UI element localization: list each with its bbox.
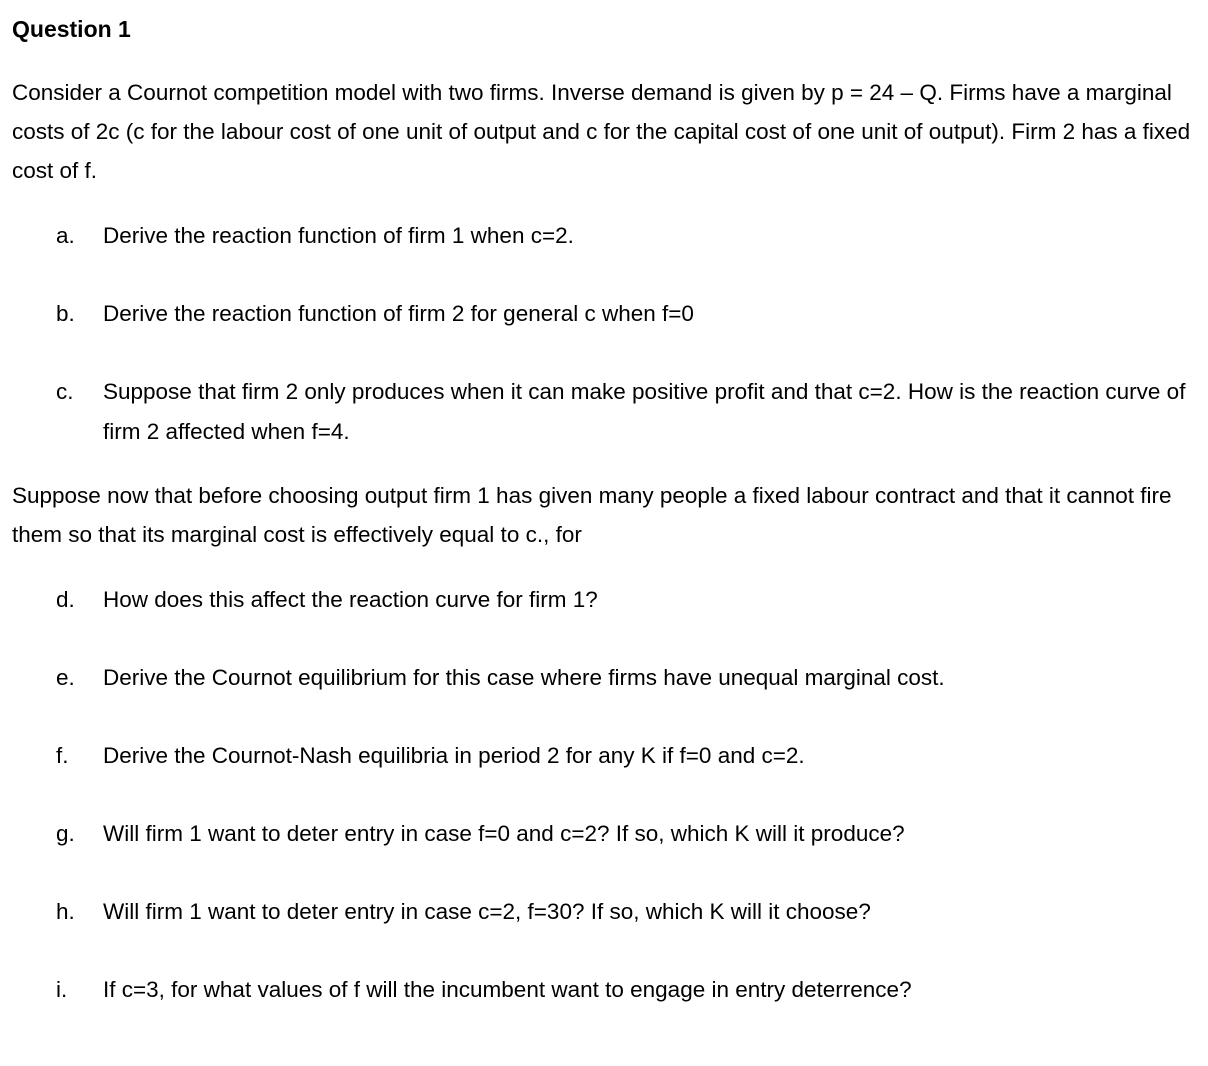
list-item-e [56, 658, 1196, 698]
item-marker: f. [56, 743, 69, 768]
list-item-i [56, 970, 1196, 1010]
intro-paragraph: Consider a Cournot competition model with two firms. Inverse demand is given by p = 24 – Q. Firms have a marginal costs of 2c (c for the labour cost of one unit of output and c for the capital cost of one unit of output). Firm 2 has a fixed cost of f. [12, 80, 1191, 183]
item-text: If c=3, for what values of f will the incumbent want to engage in entry deterrence? [103, 977, 912, 1002]
item-marker: b. [56, 301, 75, 326]
item-marker: d. [56, 587, 75, 612]
middle-paragraph: Suppose now that before choosing output firm 1 has given many people a fixed labour contract and that it cannot fire them so that its marginal cost is effectively equal to c., for [12, 483, 1172, 547]
item-text: Derive the reaction function of firm 1 when c=2. [103, 223, 574, 248]
item-marker: e. [56, 665, 75, 690]
item-text: Will firm 1 want to deter entry in case c=2, f=30? If so, which K will it choose? [103, 899, 871, 924]
item-text: Derive the reaction function of firm 2 for general c when f=0 [103, 301, 694, 326]
item-text: Derive the Cournot-Nash equilibria in period 2 for any K if f=0 and c=2. [103, 743, 805, 768]
list-item-g [56, 814, 1196, 854]
item-marker: a. [56, 223, 75, 248]
item-marker: i. [56, 977, 68, 1002]
list-item-d [56, 580, 1196, 620]
item-text: Derive the Cournot equilibrium for this case where firms have unequal marginal cost. [103, 665, 945, 690]
list-item-c [56, 372, 1196, 452]
question-title: Question 1 [12, 16, 131, 42]
item-text: How does this affect the reaction curve for firm 1? [103, 587, 598, 612]
list-item-f [56, 736, 1196, 776]
list-item-h [56, 892, 1196, 932]
item-text: Will firm 1 want to deter entry in case f=0 and c=2? If so, which K will it produce? [103, 821, 905, 846]
item-marker: g. [56, 821, 75, 846]
item-text: Suppose that firm 2 only produces when it can make positive profit and that c=2. How is the reaction curve of firm 2 affected when f=4. [103, 379, 1186, 444]
list-item-a [56, 216, 1196, 256]
item-marker: h. [56, 899, 75, 924]
item-marker: c. [56, 379, 74, 404]
list-item-b [56, 294, 1196, 334]
